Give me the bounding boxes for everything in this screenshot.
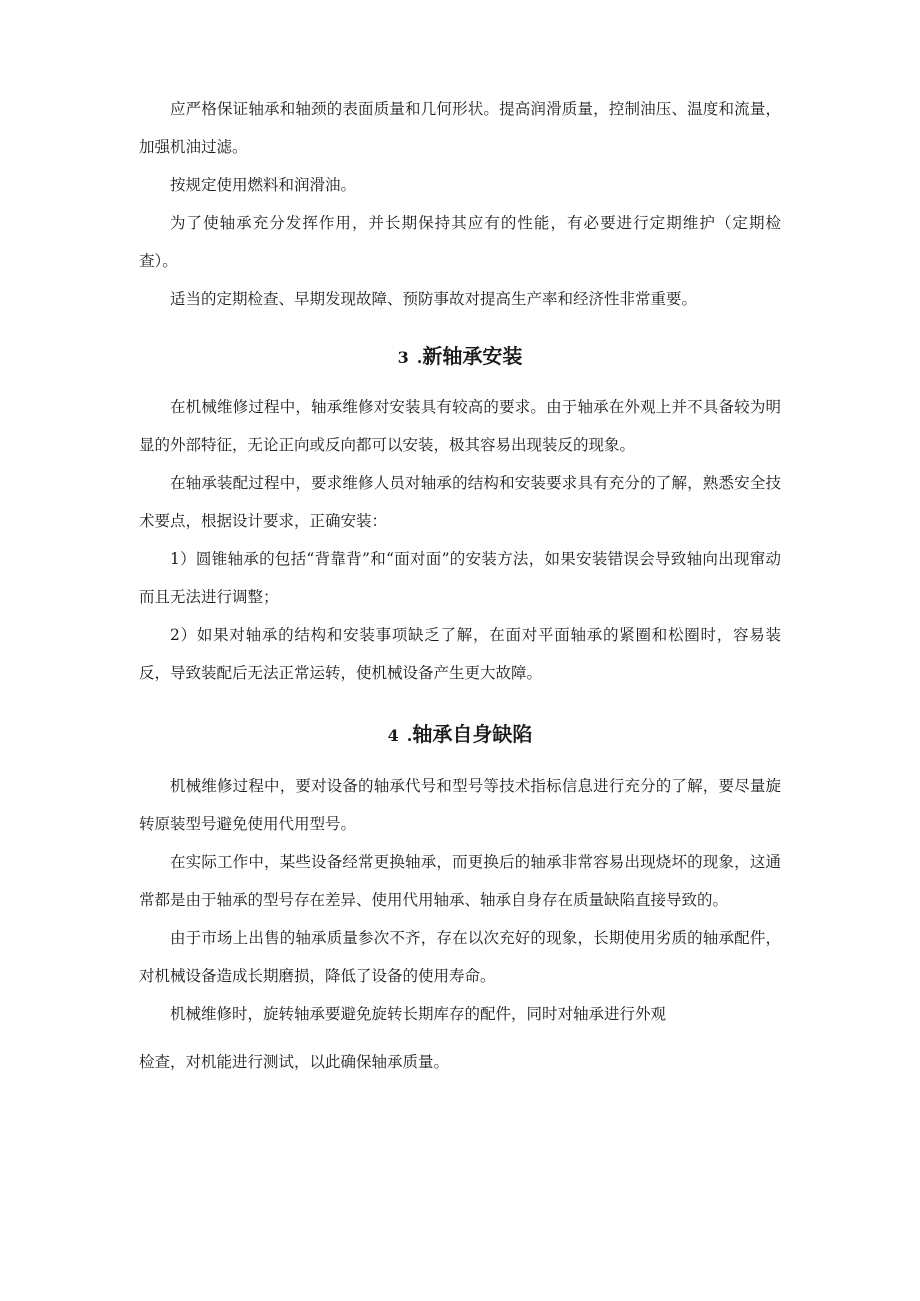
paragraph: 检查，对机能进行测试，以此确保轴承质量。 xyxy=(139,1053,450,1071)
paragraph: 1）圆锥轴承的包括“背靠背”和“面对面”的安装方法，如果安装错误会导致轴向出现窜动而且无法进行调整； xyxy=(139,550,781,606)
section-new-bearing-installation xyxy=(139,388,781,692)
paragraph: 由于市场上出售的轴承质量参次不齐，存在以次充好的现象，长期使用劣质的轴承配件，对机械设备造成长期磨损，降低了设备的使用寿命。 xyxy=(139,929,781,985)
paragraph: 机械维修过程中，要对设备的轴承代号和型号等技术指标信息进行充分的了解，要尽量旋转原装型号避免使用代用型号。 xyxy=(139,777,781,833)
heading-dot: . xyxy=(416,348,423,367)
paragraph: 在轴承装配过程中，要求维修人员对轴承的结构和安装要求具有充分的了解，熟悉安全技术要点，根据设计要求，正确安装： xyxy=(139,474,781,530)
heading-dot: . xyxy=(406,726,413,745)
paragraph: 2）如果对轴承的结构和安装事项缺乏了解，在面对平面轴承的紧圈和松圈时，容易装反，导致装配后无法正常运转，使机械设备产生更大故障。 xyxy=(139,626,781,682)
section-bearing-defects xyxy=(139,767,781,1081)
heading-title: 轴承自身缺陷 xyxy=(412,722,533,746)
section-heading xyxy=(139,718,781,747)
paragraph: 机械维修时，旋转轴承要避免旋转长期库存的配件，同时对轴承进行外观 xyxy=(170,1005,667,1023)
paragraph: 适当的定期检查、早期发现故障、预防事故对提高生产率和经济性非常重要。 xyxy=(170,290,698,308)
heading-number: 4 xyxy=(387,726,399,745)
heading-title: 新轴承安装 xyxy=(422,344,523,368)
heading-number: 3 xyxy=(397,348,409,367)
paragraph: 在实际工作中，某些设备经常更换轴承，而更换后的轴承非常容易出现烧坏的现象，这通常都是由于轴承的型号存在差异、使用代用轴承、轴承自身存在质量缺陷直接导致的。 xyxy=(139,853,781,909)
section-intro xyxy=(139,90,781,318)
section-heading xyxy=(139,340,781,369)
paragraph: 应严格保证轴承和轴颈的表面质量和几何形状。提高润滑质量，控制油压、温度和流量，加强机油过滤。 xyxy=(139,100,781,156)
paragraph: 在机械维修过程中，轴承维修对安装具有较高的要求。由于轴承在外观上并不具备较为明显的外部特征，无论正向或反向都可以安装，极其容易出现装反的现象。 xyxy=(139,398,781,454)
paragraph: 按规定使用燃料和润滑油。 xyxy=(170,176,357,194)
paragraph: 为了使轴承充分发挥作用，并长期保持其应有的性能，有必要进行定期维护（定期检查）。 xyxy=(139,214,781,270)
